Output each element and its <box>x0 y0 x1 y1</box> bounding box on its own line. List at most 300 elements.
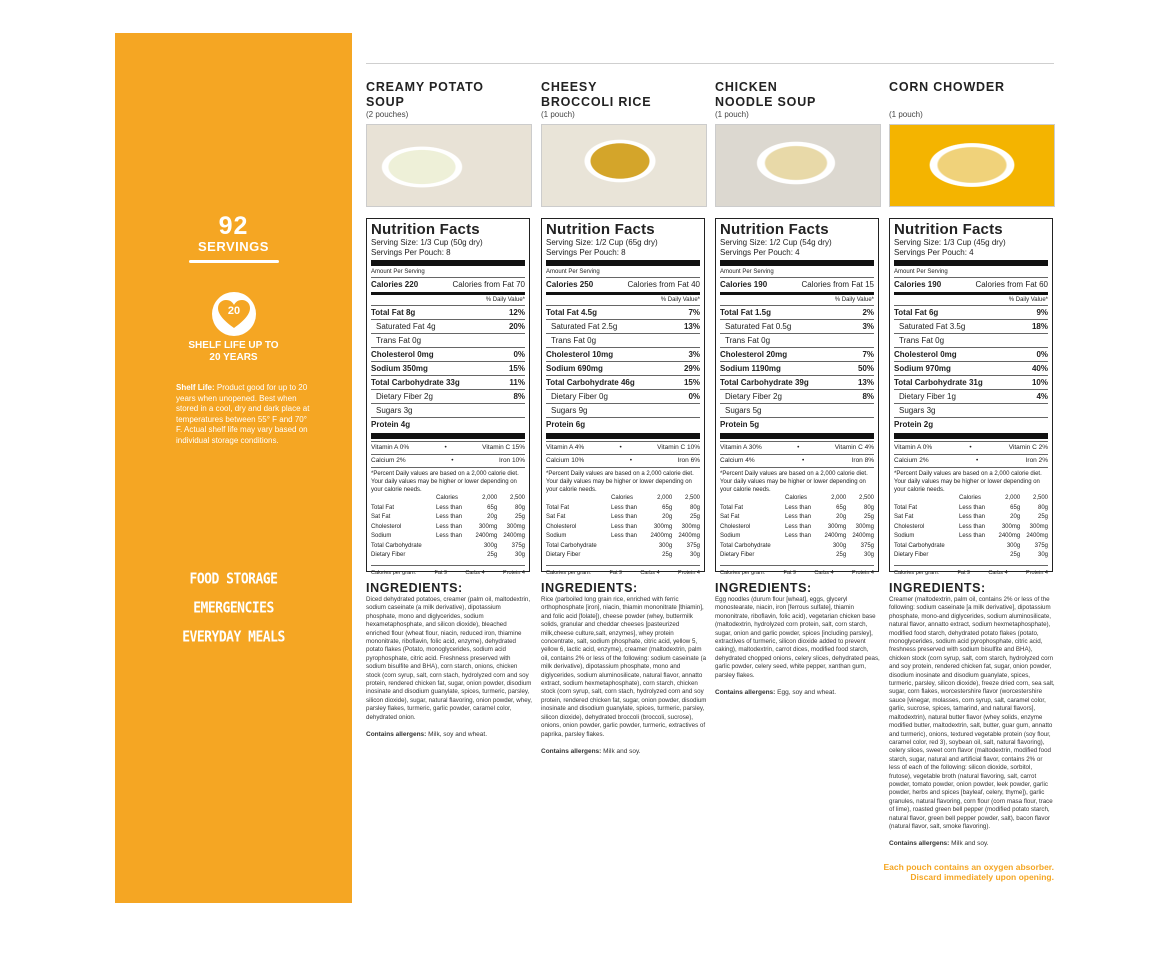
table-cell: 25g <box>662 552 673 558</box>
vitamin-row <box>371 441 525 454</box>
nutrient-label: Protein 6g <box>546 420 586 429</box>
daily-values-table <box>720 494 874 561</box>
product-name-line2: NOODLE SOUP <box>715 95 817 109</box>
calories-from-fat: Calories from Fat 15 <box>801 280 874 289</box>
table-cal-2000: 2,000 <box>657 495 673 501</box>
table-row <box>894 523 1048 533</box>
nutrient-daily-value: 8% <box>862 392 874 401</box>
table-cell: 80g <box>514 504 525 511</box>
shelf-life-title <box>115 340 352 364</box>
nutrient-row <box>546 347 700 361</box>
servings-label: SERVINGS <box>198 239 269 254</box>
nutrient-daily-value: 0% <box>513 350 525 359</box>
daily-value-header: % Daily Value* <box>485 297 525 303</box>
nutrient-row <box>546 403 700 417</box>
product-name <box>715 80 881 110</box>
nutrient-label: Dietary Fiber 2g <box>725 392 782 401</box>
table-cell: Cholesterol <box>371 523 402 530</box>
nf-divider-medium <box>720 292 874 295</box>
amount-per-serving: Amount Per Serving <box>720 269 774 275</box>
nutrient-daily-value: 3% <box>862 322 874 331</box>
calories-row <box>720 277 874 291</box>
table-cell: 25g <box>836 552 847 558</box>
table-row <box>371 542 525 552</box>
product-header <box>541 80 707 207</box>
calcium: Calcium 2% <box>894 457 929 464</box>
nutrient-label: Sugars 9g <box>551 406 588 415</box>
table-header-row <box>546 494 700 504</box>
table-cell: 25g <box>863 514 874 520</box>
vitamin-row <box>894 441 1048 454</box>
calories-row <box>894 277 1048 291</box>
vitamin-c: Vitamin C 2% <box>1008 444 1048 451</box>
table-cell: 20g <box>1010 514 1021 520</box>
nutrient-daily-value: 11% <box>509 378 525 387</box>
table-cell: 2400mg <box>678 533 700 539</box>
shelf-title-line1: SHELF LIFE UP TO <box>188 340 279 351</box>
nutrient-label: Saturated Fat 0.5g <box>725 322 792 331</box>
nf-divider-thick <box>546 260 700 266</box>
nutrient-label: Trans Fat 0g <box>899 336 945 345</box>
table-cell: 300mg <box>1001 523 1021 530</box>
cpg-label: Calories per gram: <box>546 569 592 576</box>
nutrient-daily-value: 2% <box>862 308 874 317</box>
amount-per-serving: Amount Per Serving <box>371 269 425 275</box>
calories-from-fat: Calories from Fat 70 <box>452 280 525 289</box>
table-row <box>894 542 1048 552</box>
servings-block <box>115 213 352 263</box>
table-row <box>371 551 525 561</box>
allergens-label: Contains allergens: <box>715 689 776 697</box>
table-cell: 25g <box>514 514 525 520</box>
table-cell: Cholesterol <box>720 523 751 530</box>
table-cell: 65g <box>1010 504 1021 511</box>
table-row <box>546 551 700 561</box>
nutrient-daily-value: 15% <box>683 378 700 387</box>
product-name <box>889 80 1055 110</box>
nutrient-rows <box>371 305 525 431</box>
table-cal-2500: 2,500 <box>858 495 874 501</box>
table-cell: 2400mg <box>503 533 525 539</box>
cpg-protein: Protein 4 <box>502 569 525 576</box>
table-cell: 65g <box>836 504 847 511</box>
use-case-emergencies: EMERGENCIES <box>193 599 274 618</box>
cpg-fat: Fat 9 <box>957 569 971 576</box>
nutrient-daily-value: 8% <box>513 392 525 401</box>
use-case-food-storage: FOOD STORAGE <box>189 570 278 589</box>
bullet-sep: • <box>451 457 454 464</box>
table-cell: 80g <box>1037 504 1048 511</box>
vitamin-c: Vitamin C 10% <box>657 444 700 451</box>
table-cell: 2400mg <box>824 533 847 539</box>
table-cell: Dietary Fiber <box>371 552 406 558</box>
table-cell: 65g <box>662 504 673 511</box>
table-calories-label: Calories <box>436 495 459 501</box>
nutrient-row <box>720 417 874 431</box>
table-cell: 2400mg <box>852 533 874 539</box>
bullet-sep: • <box>969 444 972 451</box>
nf-divider-medium <box>546 292 700 295</box>
calories-per-gram <box>894 565 1048 579</box>
product-name-line1: CREAMY POTATO <box>366 80 484 94</box>
nutrient-label: Sodium 970mg <box>894 364 951 373</box>
table-cell: Cholesterol <box>894 523 925 530</box>
nf-divider-thick <box>720 433 874 439</box>
ingredients-heading: INGREDIENTS: <box>715 581 812 595</box>
cpg-carbs: Carbs 4 <box>640 569 660 576</box>
servings-per-pouch: Servings Per Pouch: 8 <box>546 248 626 257</box>
bullet-sep: • <box>797 444 800 451</box>
nutrient-label: Sodium 350mg <box>371 364 428 373</box>
table-cell: Less than <box>959 504 986 511</box>
table-row <box>371 523 525 533</box>
servings-per-pouch: Servings Per Pouch: 8 <box>371 248 451 257</box>
table-cell: 375g <box>686 542 700 549</box>
nutrient-row <box>720 319 874 333</box>
allergens-line <box>541 748 707 755</box>
table-cell: 300mg <box>506 523 525 530</box>
servings-per-pouch: Servings Per Pouch: 4 <box>720 248 800 257</box>
table-cell: 25g <box>689 514 700 520</box>
nutrient-row <box>720 305 874 319</box>
nutrient-row <box>720 347 874 361</box>
table-cell: Sodium <box>546 533 567 539</box>
product-name-line1: CHICKEN <box>715 80 778 94</box>
nf-divider-thick <box>371 433 525 439</box>
use-case-list <box>115 565 352 652</box>
nutrient-label: Dietary Fiber 1g <box>899 392 956 401</box>
vitamin-c: Vitamin C 15% <box>482 444 525 451</box>
cpg-carbs: Carbs 4 <box>465 569 485 576</box>
nutrient-label: Total Fat 8g <box>371 308 416 317</box>
top-divider <box>366 63 1054 64</box>
table-cell: 300g <box>832 542 847 549</box>
table-cell: Less than <box>785 523 812 530</box>
use-case-everyday-meals: EVERYDAY MEALS <box>182 628 285 647</box>
nutrient-label: Cholesterol 20mg <box>720 350 788 359</box>
nutrient-row <box>894 347 1048 361</box>
nutrient-label: Sugars 3g <box>899 406 936 415</box>
table-cell: Less than <box>785 514 812 520</box>
product-header <box>889 80 1055 207</box>
calcium: Calcium 10% <box>546 457 585 464</box>
nutrient-label: Protein 5g <box>720 420 760 429</box>
table-cell: 300g <box>658 542 673 549</box>
nutrient-row <box>720 333 874 347</box>
nutrient-label: Total Fat 4.5g <box>546 308 597 317</box>
table-row <box>720 542 874 552</box>
daily-value-footnote: *Percent Daily values are based on a 2,000 calorie diet. Your daily values may be higher or lower depending on your calorie needs. <box>546 467 700 494</box>
product-quantity: (2 pouches) <box>366 110 409 119</box>
nutrient-daily-value: 3% <box>688 350 700 359</box>
table-cell: Sat Fat <box>546 514 566 520</box>
allergens-text: Milk and soy. <box>951 840 989 848</box>
calories-from-fat: Calories from Fat 60 <box>975 280 1048 289</box>
table-cell: Less than <box>959 523 986 530</box>
daily-values-table <box>371 494 525 561</box>
calcium: Calcium 2% <box>371 457 406 464</box>
table-row <box>546 504 700 514</box>
vitamin-row <box>546 441 700 454</box>
cpg-fat: Fat 9 <box>609 569 623 576</box>
allergens-line <box>366 731 532 738</box>
nutrient-row <box>546 361 700 375</box>
nutrient-daily-value: 7% <box>688 308 700 317</box>
table-cell: 300mg <box>827 523 847 530</box>
table-header-row <box>371 494 525 504</box>
bullet-sep: • <box>629 457 633 464</box>
table-calories-label: Calories <box>611 495 634 501</box>
nutrient-rows <box>894 305 1048 431</box>
table-cell: Total Fat <box>546 504 570 511</box>
calories-from-fat: Calories from Fat 40 <box>627 280 700 289</box>
ingredients-heading: INGREDIENTS: <box>889 581 986 595</box>
table-cell: Less than <box>436 523 463 530</box>
serving-size: Serving Size: 1/2 Cup (65g dry) <box>546 238 658 247</box>
table-calories-label: Calories <box>785 495 808 501</box>
nutrient-label: Sodium 1190mg <box>720 364 781 373</box>
nutrient-row <box>720 403 874 417</box>
table-cell <box>959 542 992 552</box>
table-cal-2500: 2,500 <box>1032 495 1048 501</box>
vitamin-row <box>720 441 874 454</box>
nf-divider-thick <box>894 433 1048 439</box>
nutrient-row <box>546 319 700 333</box>
nf-divider-medium <box>371 292 525 295</box>
table-cell: Dietary Fiber <box>894 552 929 558</box>
table-cell: Less than <box>611 504 638 511</box>
table-cal-2500: 2,500 <box>684 495 700 501</box>
nutrition-facts-panel <box>541 218 705 576</box>
table-cell: Total Fat <box>720 504 744 511</box>
ingredients-block <box>541 581 707 755</box>
nutrient-row <box>894 319 1048 333</box>
bullet-sep: • <box>976 457 979 464</box>
table-row <box>894 551 1048 561</box>
nutrient-row <box>371 333 525 347</box>
servings-per-pouch: Servings Per Pouch: 4 <box>894 248 974 257</box>
allergens-text: Milk and soy. <box>603 747 641 755</box>
table-row <box>894 513 1048 523</box>
table-cell: Less than <box>611 514 638 520</box>
nutrient-row <box>371 319 525 333</box>
serving-size: Serving Size: 1/3 Cup (50g dry) <box>371 238 483 247</box>
cpg-fat: Fat 9 <box>434 569 448 576</box>
daily-value-header: % Daily Value* <box>834 297 874 303</box>
nutrient-row <box>720 375 874 389</box>
cpg-fat: Fat 9 <box>783 569 797 576</box>
calories-value: Calories 190 <box>720 280 768 289</box>
nutrient-row <box>546 305 700 319</box>
table-row <box>720 532 874 542</box>
calories-row <box>546 277 700 291</box>
shelf-badge-number: 20 <box>227 305 241 317</box>
bullet-sep: • <box>802 457 805 464</box>
nutrient-row <box>720 361 874 375</box>
cpg-protein: Protein 4 <box>677 569 700 576</box>
table-cell: Sat Fat <box>720 514 740 520</box>
product-header <box>715 80 881 207</box>
table-cal-2000: 2,000 <box>1005 495 1021 501</box>
shelf-life-description <box>176 383 311 447</box>
product-name <box>366 80 532 110</box>
nutrient-row <box>894 417 1048 431</box>
allergens-label: Contains allergens: <box>541 747 602 755</box>
iron: Iron 10% <box>498 457 525 464</box>
product-photo <box>366 124 532 207</box>
product-header <box>366 80 532 207</box>
table-cell <box>785 542 818 552</box>
table-cell <box>436 551 469 561</box>
nutrient-label: Total Carbohydrate 39g <box>720 378 809 387</box>
cpg-label: Calories per gram: <box>720 569 766 576</box>
ingredients-text: Egg noodles (durum flour [wheat], eggs, glyceryl monostearate, niacin, iron [ferrous sulfate], thiamin mononitrate, riboflavin, folic acid), vegetarian chicken base (maltodextrin, hydrolyzed corn protein, salt, corn starch, sugar, onion and garlic powder, spices [including parsley], extractives of turmeric, silicon dioxide added to prevent caking), maltodextrin, carrot dices, modified food starch, dehydrated chopped onions, celery slices, dehydrated peas, garlic powder, celery seed, white pepper, xanthan gum, parsley flakes. <box>715 596 880 679</box>
nutrition-facts-panel <box>366 218 530 576</box>
nf-divider-thick <box>546 433 700 439</box>
nutrient-row <box>371 417 525 431</box>
shelf-title-line2: 20 YEARS <box>209 352 258 363</box>
table-row <box>546 513 700 523</box>
table-cell: Less than <box>436 514 463 520</box>
ingredients-text: Rice (parboiled long grain rice, enriched with ferric orthophosphate [iron], niacin, thiamin mononitrate [thiamin], and folic acid [folate]), cheese powder (whey, buttermilk solids, granular and cheddar cheeses [pasteurized milk,cheese culture,salt, enzymes], whey protein concentrate, salt, sodium phosphate, citric acid, yellow 5, yellow 6, lactic acid, enzyme), creamer (maltodextrin, palm oil, contains 2% or less of the following: sodium caseinate (a milk derivative), dipotassium phosphate, mono and diglycerides, sodium aluminosilicate, natural flavor, annatto extract, sodium hexmetaphosphate), corn starch, chicken stock (corn syrup, salt, corn stach, hydrolyzed corn and soy protein, rendered chicken fat, sugar, onion powder, disodium inosinate and disodium guanylate, spices, turmeric, parsley, silicon dioxide), dehydrated broccoli (broccoli, sucrose), onions, onion powder, garlic powder, turmeric, extractives of paprika, parsley flakes. <box>541 596 707 738</box>
nutrient-label: Trans Fat 0g <box>376 336 422 345</box>
nutrient-rows <box>720 305 874 431</box>
nutrient-row <box>894 361 1048 375</box>
table-cell: 25g <box>1037 514 1048 520</box>
table-cell: 25g <box>487 552 498 558</box>
nutrient-label: Total Carbohydrate 46g <box>546 378 635 387</box>
nutrient-label: Cholesterol 0mg <box>371 350 434 359</box>
nutrient-label: Total Fat 6g <box>894 308 939 317</box>
table-cal-2000: 2,000 <box>482 495 498 501</box>
nutrient-daily-value: 15% <box>508 364 525 373</box>
nutrient-row <box>894 403 1048 417</box>
nutrient-row <box>720 389 874 403</box>
table-cell: 20g <box>836 514 847 520</box>
nutrient-daily-value: 12% <box>508 308 525 317</box>
daily-values-table <box>546 494 700 561</box>
servings-underline <box>189 260 279 263</box>
cpg-carbs: Carbs 4 <box>988 569 1008 576</box>
table-cell: 30g <box>1037 552 1048 558</box>
table-cell: 2400mg <box>1026 533 1048 539</box>
calories-per-gram <box>546 565 700 579</box>
nutrition-facts-panel <box>889 218 1053 576</box>
table-row <box>720 551 874 561</box>
nutrient-row <box>371 305 525 319</box>
nutrient-label: Saturated Fat 4g <box>376 322 436 331</box>
cpg-label: Calories per gram: <box>894 569 940 576</box>
daily-value-header: % Daily Value* <box>660 297 700 303</box>
table-cell: Total Fat <box>894 504 918 511</box>
table-cal-2500: 2,500 <box>509 495 525 501</box>
nutrient-row <box>894 389 1048 403</box>
shelf-text-body: Product good for up to 20 years when unopened. Best when stored in a cool, dry and dark place at temperatures between 55° F and 70° F. Actual shelf life may vary based on individual storage conditions. <box>176 383 310 445</box>
table-row <box>546 523 700 533</box>
nutrient-label: Dietary Fiber 0g <box>551 392 608 401</box>
nutrient-label: Sugars 5g <box>725 406 762 415</box>
nutrient-label: Sodium 690mg <box>546 364 603 373</box>
nutrient-label: Protein 4g <box>371 420 411 429</box>
table-cell <box>436 542 469 552</box>
table-row <box>894 532 1048 542</box>
table-cell: 300mg <box>478 523 498 530</box>
nutrient-daily-value: 18% <box>1031 322 1048 331</box>
table-row <box>720 513 874 523</box>
table-cell: Less than <box>611 523 638 530</box>
nutrient-label: Cholesterol 10mg <box>546 350 614 359</box>
table-cell: Less than <box>611 533 638 539</box>
nutrition-facts-title: Nutrition Facts <box>894 221 1003 238</box>
table-cell: 2400mg <box>998 533 1021 539</box>
table-row <box>371 513 525 523</box>
table-cell: 2400mg <box>475 533 498 539</box>
nutrient-label: Trans Fat 0g <box>725 336 771 345</box>
allergens-line <box>889 840 1055 847</box>
table-row <box>546 532 700 542</box>
nutrient-daily-value: 7% <box>862 350 874 359</box>
table-cell: 300g <box>483 542 498 549</box>
table-cell: 80g <box>863 504 874 511</box>
table-cell: Total Carbohydrate <box>371 542 422 549</box>
daily-value-footnote: *Percent Daily values are based on a 2,000 calorie diet. Your daily values may be higher or lower depending on your calorie needs. <box>894 467 1048 494</box>
table-cell: 300mg <box>681 523 700 530</box>
table-cell: 375g <box>1034 542 1048 549</box>
nutrient-daily-value: 10% <box>1031 378 1048 387</box>
table-cell: Sat Fat <box>894 514 914 520</box>
nutrient-row <box>894 375 1048 389</box>
nutrient-label: Dietary Fiber 2g <box>376 392 433 401</box>
oxygen-absorber-note <box>800 862 1054 882</box>
sidebar-panel <box>115 33 352 903</box>
nutrient-daily-value: 13% <box>683 322 700 331</box>
table-cell: Total Carbohydrate <box>720 542 771 549</box>
table-header-row <box>720 494 874 504</box>
amount-per-serving: Amount Per Serving <box>894 269 948 275</box>
allergens-label: Contains allergens: <box>366 731 427 739</box>
ingredients-text: Creamer (maltodextrin, palm oil, contains 2% or less of the following: sodium caseinate [a milk derivative], dipotassium phosphate, mono-and diglycerides, sodium aluminosilicate, natural flavor, annatto extract, sodium hexmetaphosphate), modified food starch, dehydrated potato flakes (potato, monoglycerides, sodium acid pyrophosphate, citric acid, freshness preserved with sodium bisulfite and BHA), chicken stock (corn syrup, salt, corn starch, hydrolyzed corn and soy protein, rendered chicken fat, sugar, onion powder, disodium inosinate and disodium guanylate, spices, turmeric, parsley, silicon dioxide), freeze dried corn, sea salt, sugar, corn flakes, worcestershire flavor (worcestershire sauce [vinegar, molasses, corn syrup, salt, caramel color, garlic, sucrose, spices, tamarind, and natural flavors], maltodextrin), natural butter flavor (whey solids, enzyme modified butter, maltodextrin, salt, butter, guar gum, annatto and turmeric), onions, textured vegetable protein (soy flour, caramel color, red 3), soybean oil, salt, natural flavoring), celery slices, sweet corn flavor (maltodextrin, modified food starch, sugar, natural and artificial flavor, contains 2% or less of each of the following: silicon dioxide, sorbitol, frutose), vegetable broth (natural flavoring, salt, carrot powder, tomato powder, onion powder, leek powder, garlic powder, herbs and spices [bayleaf, celery, thyme]), garlic granules, natural flavoring, corn flour (corn masa flour, trace of lime), roasted green bell pepper (modified potato starch, natural flavor, green bell pepper powder, salt), bacon flavor (natural flavor, salt, smoke flavoring). <box>889 596 1055 830</box>
product-quantity: (1 pouch) <box>889 110 923 119</box>
cpg-protein: Protein 4 <box>851 569 874 576</box>
calories-per-gram <box>720 565 874 579</box>
footnote-line2: Discard immediately upon opening. <box>910 872 1054 882</box>
shelf-life-badge <box>212 292 256 336</box>
table-cell: 20g <box>487 514 498 520</box>
table-row <box>371 532 525 542</box>
table-cell: Dietary Fiber <box>546 552 581 558</box>
daily-value-header: % Daily Value* <box>1008 297 1048 303</box>
product-quantity: (1 pouch) <box>541 110 575 119</box>
table-cell: Less than <box>436 504 463 511</box>
table-cell: Cholesterol <box>546 523 577 530</box>
iron: Iron 6% <box>677 457 700 464</box>
daily-value-footnote: *Percent Daily values are based on a 2,000 calorie diet. Your daily values may be higher or lower depending on your calorie needs. <box>720 467 874 494</box>
mineral-row <box>720 454 874 467</box>
calories-per-gram <box>371 565 525 579</box>
table-cell: Total Carbohydrate <box>546 542 597 549</box>
vitamin-a: Vitamin A 4% <box>546 444 585 451</box>
table-cell: 20g <box>662 514 673 520</box>
nutrient-rows <box>546 305 700 431</box>
table-cell: Sodium <box>371 533 392 539</box>
vitamin-a: Vitamin A 0% <box>371 444 410 451</box>
nutrient-row <box>894 333 1048 347</box>
table-cell <box>959 551 992 561</box>
nutrient-row <box>371 361 525 375</box>
mineral-row <box>894 454 1048 467</box>
ingredients-text: Diced dehydrated potatoes, creamer (palm oil, maltodextrin, sodium caseinate (a milk derivative), dipotassium phosphate, mono and diglycerides, sodium hexametaphosphate, and silicon dioxide), bleached enriched flour (wheat flour, niacin, reduced iron, thiamine mononitrate, riboflavin, folic acid, enzyme), dehydrated potato flakes (Potato, monoglycerides, sodium acid pyrophosphate, citric acid. Freshness preserved with sodium bisulfite and BHA), corn starch, onions, chicken stock (corn syrup, salt, corn stach, hydrolyzed corn and soy protein, rendered chicken fat, sugar, onion powder, disodium inosinate and disodium guanylate, spices, turmeric, parsley, silicon dioxide), sugar, natural flavoring, onion powder, whey, parsley flakes, turmeric, garlic powder, caramel color, dehydrated onion. <box>366 596 533 721</box>
nutrient-daily-value: 0% <box>1036 350 1048 359</box>
